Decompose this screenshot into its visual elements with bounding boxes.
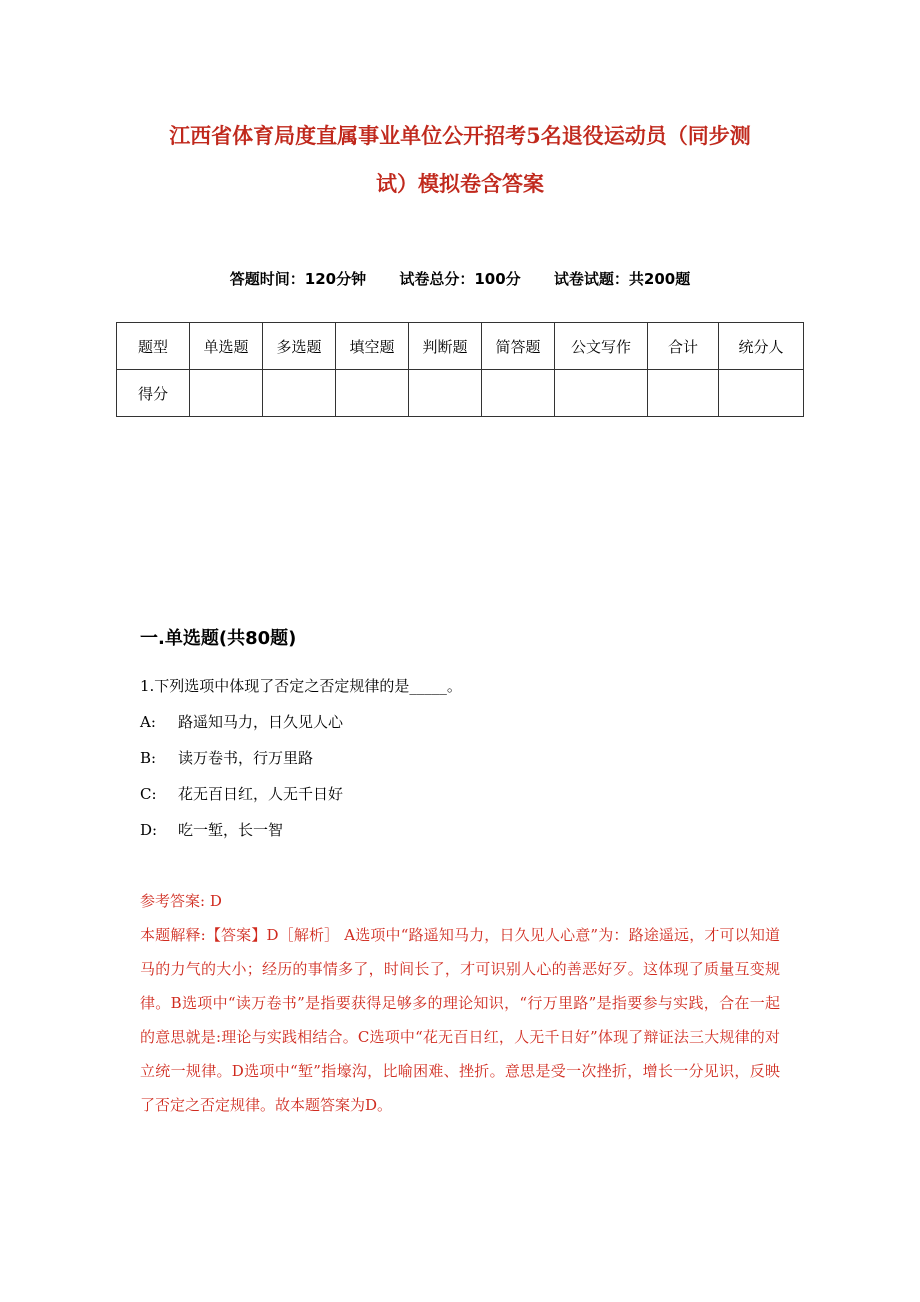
option-letter: A: <box>140 713 156 731</box>
title-line-1: 江西省体育局度直属事业单位公开招考5名退役运动员（同步测 <box>169 123 751 148</box>
header-cell: 公文写作 <box>555 323 648 370</box>
score-cell <box>719 370 804 417</box>
exam-total-score: 试卷总分：100分 <box>399 270 521 288</box>
score-cell <box>336 370 409 417</box>
option-text: 读万卷书，行万里路 <box>178 749 314 767</box>
option-c <box>140 776 800 812</box>
option-text: 吃一堑，长一智 <box>178 821 284 839</box>
header-cell: 题型 <box>117 323 190 370</box>
option-a <box>140 704 800 740</box>
score-cell <box>190 370 263 417</box>
question-1 <box>140 668 800 848</box>
header-cell: 简答题 <box>482 323 555 370</box>
score-cell <box>263 370 336 417</box>
answer-explanation: 本题解释:【答案】D［解析］ A选项中“路遥知马力，日久见人心意”为：路途遥远，才可以知道马的力气的大小；经历的事情多了，时间长了，才可识别人心的善恶好歹。这体现了质量互变规律。B选项中“读万卷书”是指要获得足够多的理论知识，“行万里路”是指要参与实践，合在一起的意思就是:理论与实践相结合。C选项中“花无百日红，人无千日好”体现了辩证法三大规律的对立统一规律。D选项中“堑”指壕沟，比喻困难、挫折。意思是受一次挫折，增长一分见识，反映了否定之否定规律。故本题答案为D。 <box>140 926 780 1114</box>
question-stem: 1.下列选项中体现了否定之否定规律的是_____。 <box>140 677 462 695</box>
score-cell <box>409 370 482 417</box>
header-cell: 多选题 <box>263 323 336 370</box>
header-cell: 合计 <box>648 323 719 370</box>
exam-meta <box>0 268 920 289</box>
score-table-score-row <box>117 370 804 417</box>
header-cell: 单选题 <box>190 323 263 370</box>
option-text: 花无百日红，人无千日好 <box>178 785 344 803</box>
score-row-label: 得分 <box>117 370 190 417</box>
score-table-header-row <box>117 323 804 370</box>
reference-answer: 参考答案: D <box>140 892 222 910</box>
title-line-2: 试）模拟卷含答案 <box>376 171 544 196</box>
option-b <box>140 740 800 776</box>
score-cell <box>555 370 648 417</box>
header-cell: 判断题 <box>409 323 482 370</box>
exam-time: 答题时间：120分钟 <box>229 270 367 288</box>
score-cell <box>648 370 719 417</box>
section-title: 一.单选题(共80题) <box>140 628 297 649</box>
option-text: 路遥知马力，日久见人心 <box>178 713 344 731</box>
answer-block <box>140 884 780 1122</box>
header-cell: 统分人 <box>719 323 804 370</box>
exam-title <box>120 112 800 208</box>
option-letter: D: <box>140 821 158 839</box>
exam-question-count: 试卷试题：共200题 <box>553 270 691 288</box>
score-table <box>116 322 804 417</box>
option-letter: B: <box>140 749 157 767</box>
header-cell: 填空题 <box>336 323 409 370</box>
option-d <box>140 812 800 848</box>
score-cell <box>482 370 555 417</box>
option-letter: C: <box>140 785 157 803</box>
